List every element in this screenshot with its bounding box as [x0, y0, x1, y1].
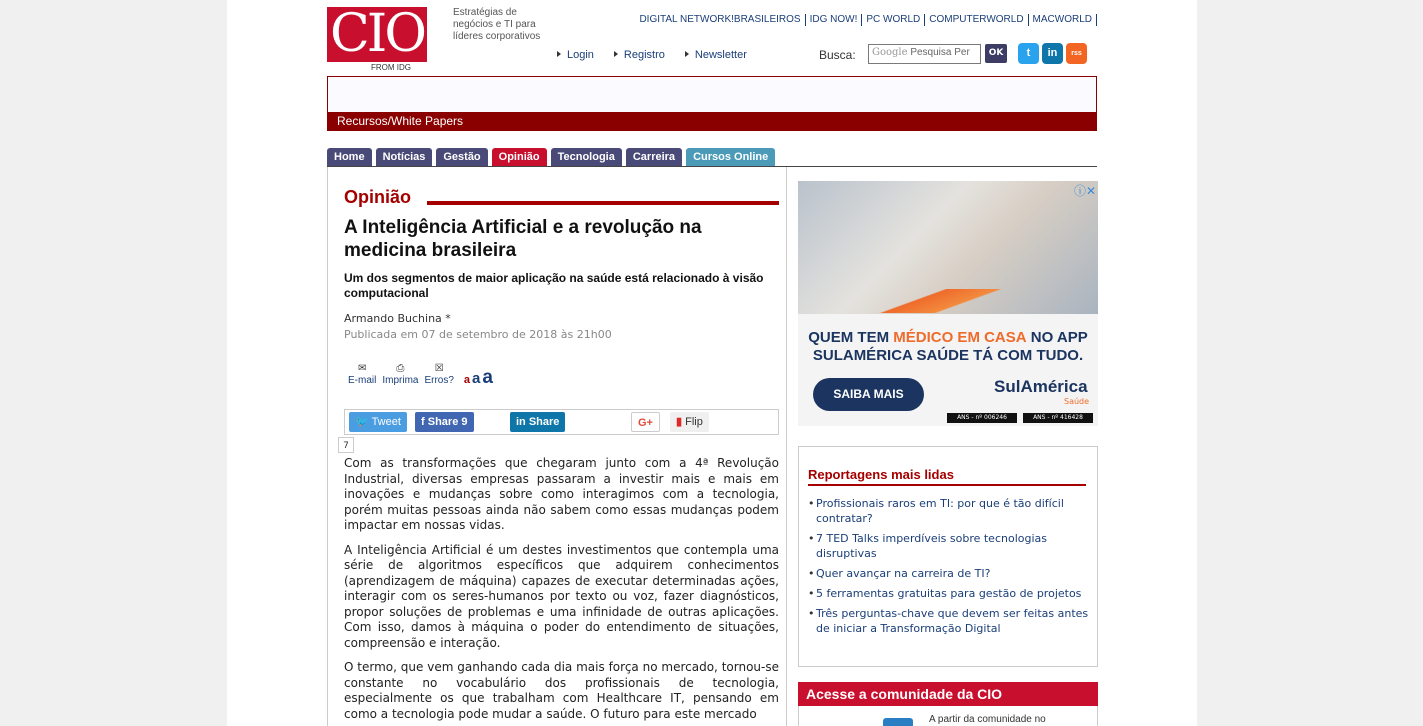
font-large[interactable]: a: [482, 367, 493, 388]
tab-home[interactable]: Home: [327, 148, 372, 166]
tagline: Estratégias de negócios e TI para líderes corporativos: [453, 7, 541, 42]
community-text: A partir da comunidade no: [929, 714, 1046, 725]
ad-ans-label-1: ANS - nº 006246: [947, 413, 1017, 423]
ad-line1-highlight: MÉDICO EM CASA: [893, 329, 1027, 346]
main-nav: [327, 148, 1097, 167]
list-item[interactable]: • 5 ferramentas gratuitas para gestão de projetos: [808, 586, 1092, 601]
linkedin-share-button[interactable]: [510, 412, 565, 432]
ad-orange-swoosh: [798, 289, 1098, 313]
article-title: A Inteligência Artificial e a revolução na medicina brasileira: [344, 217, 702, 261]
register-link[interactable]: Registro: [612, 49, 665, 61]
article-author: Armando Buchina *: [344, 312, 451, 325]
flipboard-icon: ▮: [676, 416, 683, 428]
network-links: [635, 14, 1097, 26]
ad-ans-label-2: ANS - nº 416428: [1023, 413, 1093, 423]
search-input[interactable]: [868, 44, 981, 64]
flip-label: Flip: [685, 416, 703, 428]
font-size-controls: [464, 363, 493, 389]
community-header[interactable]: Acesse a comunidade da CIO: [798, 682, 1098, 706]
section-rule: [427, 201, 779, 205]
link-pc-world[interactable]: PC WORLD: [862, 14, 925, 26]
page: [227, 0, 1197, 726]
paragraph: O termo, que vem ganhando cada dia mais força no mercado, tornou-se constante no vocabulário dos profissionais de tecnologia, especialmente os que trabalham com Healthcare IT, pensando em como a tecnologia pode mudar a saúde. O futuro para este mercado: [344, 660, 779, 721]
community-icon: [883, 718, 913, 726]
logo-text: CIO: [327, 7, 427, 62]
flipboard-button[interactable]: [670, 412, 709, 432]
share-bar: [344, 409, 779, 435]
ad-line1-c: NO APP: [1026, 329, 1088, 346]
tweet-count: 7: [338, 437, 354, 453]
ad-choices-icon[interactable]: ⓘ✕: [1073, 184, 1096, 198]
facebook-share-button[interactable]: [415, 412, 474, 432]
fb-share-count: 9: [461, 416, 468, 428]
linkedin-icon[interactable]: in: [1042, 43, 1063, 64]
error-icon: ☒: [434, 363, 444, 374]
tab-gestao[interactable]: Gestão: [436, 148, 487, 166]
email-label: E-mail: [348, 375, 377, 386]
newsletter-link[interactable]: Newsletter: [683, 49, 747, 61]
sulamerica-ad[interactable]: [798, 181, 1098, 426]
font-small[interactable]: a: [463, 374, 471, 386]
article-body: [344, 456, 779, 726]
email-tool[interactable]: [348, 363, 376, 389]
search-label: Busca:: [819, 48, 856, 62]
tab-tecnologia[interactable]: Tecnologia: [551, 148, 622, 166]
tab-noticias[interactable]: Notícias: [376, 148, 433, 166]
paragraph: Com as transformações que chegaram junto com a 4ª Revolução Industrial, diversas empresas passaram a investir mais e mais em inovações e mudanças sobre como interagimos com a tecnologia, porém muitas pessoas ainda não sabem como essas mudanças podem impactar em nossas vidas.: [344, 456, 779, 532]
ad-cta-button[interactable]: SAIBA MAIS: [813, 378, 924, 411]
most-read-list: [808, 496, 1092, 641]
cio-logo[interactable]: [327, 4, 427, 73]
errors-label: Erros?: [424, 375, 454, 386]
most-read-box: [798, 446, 1098, 667]
paragraph: A Inteligência Artificial é um destes investimentos que contempla uma série de algoritmos específicos que adquirem conhecimentos (aprendizagem de máquina) capazes de executar determinadas ações, interagir com os seres-humanos por texto ou voz, fazer diagnósticos, propor soluções de problemas e uma infinidade de outras aplicações. Com isso, damos à máquina o poder do entendimento de situações, compreensão e interação.: [344, 542, 779, 650]
facebook-icon: f: [421, 416, 425, 428]
link-macworld[interactable]: MACWORLD: [1029, 14, 1097, 26]
twitter-icon[interactable]: t: [1018, 43, 1039, 64]
link-computerworld[interactable]: COMPUTERWORLD: [925, 14, 1028, 26]
link-idg-now[interactable]: IDG NOW!: [806, 14, 863, 26]
article-subtitle: Um dos segmentos de maior aplicação na saúde está relacionado à visão computacional: [344, 271, 764, 300]
link-digital-network[interactable]: DIGITAL NETWORK!BRASILEIROS: [635, 14, 805, 26]
article-tools: [348, 363, 493, 389]
tab-opiniao[interactable]: Opinião: [492, 148, 547, 166]
ad-headline-2: SULAMÉRICA SAÚDE TÁ COM TUDO.: [812, 347, 1084, 364]
linkedin-share-icon: in: [516, 416, 526, 428]
tab-cursos-online[interactable]: Cursos Online: [686, 148, 775, 166]
tweet-button[interactable]: [349, 412, 407, 432]
rss-icon[interactable]: rss: [1066, 43, 1087, 64]
search-button[interactable]: OK: [985, 44, 1007, 63]
ad-headline-1: [798, 329, 1098, 346]
errors-tool[interactable]: [424, 363, 453, 389]
list-item[interactable]: • 7 TED Talks imperdíveis sobre tecnologias disruptivas: [808, 531, 1092, 561]
most-read-title: Reportagens mais lidas: [808, 467, 1086, 486]
font-medium[interactable]: a: [472, 370, 481, 387]
list-item[interactable]: • Profissionais raros em TI: por que é tão difícil contratar?: [808, 496, 1092, 526]
print-icon: ⎙: [396, 363, 405, 374]
logo-sub: FROM IDG: [371, 63, 411, 72]
resources-bar[interactable]: Recursos/White Papers: [327, 112, 1097, 131]
email-icon: ✉: [357, 363, 367, 374]
linkedin-share-label: Share: [528, 416, 560, 428]
tweet-label: Tweet: [371, 416, 401, 428]
social-links: [1018, 43, 1087, 64]
list-item[interactable]: • Três perguntas-chave que devem ser feitas antes de iniciar a Transformação Digital: [808, 606, 1092, 636]
banner-ad-area: [327, 76, 1097, 113]
print-tool[interactable]: [382, 363, 418, 389]
community-body: [798, 706, 1098, 726]
print-label: Imprima: [382, 375, 419, 386]
article-date: Publicada em 07 de setembro de 2018 às 21h00: [344, 328, 612, 341]
list-item[interactable]: • Quer avançar na carreira de TI?: [808, 566, 1092, 581]
login-link[interactable]: Login: [555, 49, 594, 61]
ad-brand-sub: Saúde: [1064, 397, 1090, 406]
google-brand: Google: [872, 47, 908, 58]
twitter-bird-icon: 🐦: [355, 416, 369, 428]
article: [327, 167, 787, 726]
fb-share-label: Share: [427, 416, 459, 428]
ad-brand-logo: SulAmérica: [994, 377, 1088, 396]
search-placeholder: Pesquisa Per: [910, 47, 970, 58]
user-links: [555, 49, 747, 61]
section-title[interactable]: Opinião: [344, 187, 411, 207]
ad-line1-a: QUEM TEM: [808, 329, 894, 346]
gplus-button[interactable]: G+: [631, 412, 660, 432]
tab-carreira[interactable]: Carreira: [626, 148, 682, 166]
